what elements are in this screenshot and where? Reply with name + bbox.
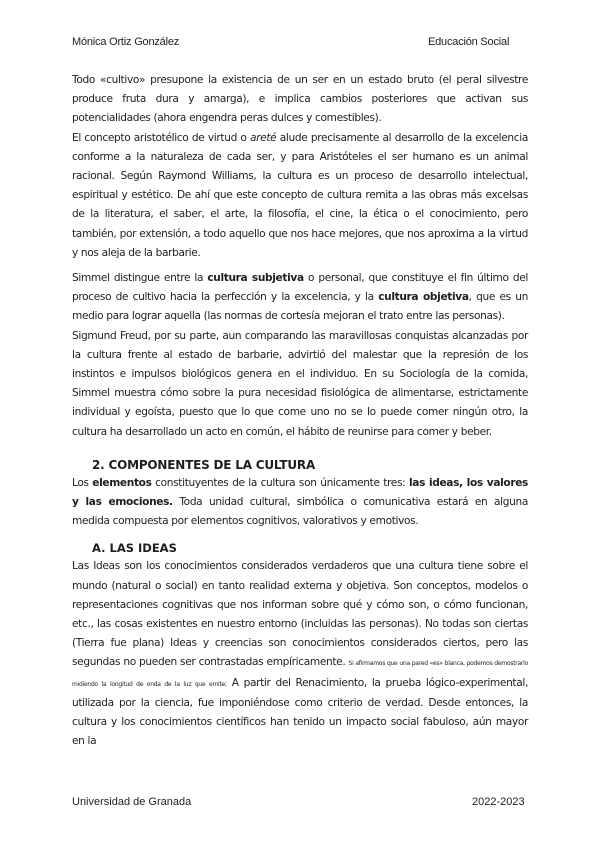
paragraph-arete: El concepto aristotélico de virtud o areté alude precisamente al desarrollo de la excelencia conforme a la naturaleza de cada ser, y para Aristóteles el ser humano es un animal racional. Según Raymond Williams, la cultura es un proceso de desarrollo intelectual, espiritual y estético. De ahí que este concepto de cultura remita a las obras más excelsas de la literatura, el saber, el arte, la filosofía, el cine, la ética o el conocimiento, pero también, por extensión, a todo aquello que nos hace mejores, que nos aproxima a la virtud y nos aleja de la barbarie. xyxy=(72,131,528,259)
header-subject: Educación Social xyxy=(428,36,510,48)
term-ideas-valores-emociones: las ideas, los valores y las emociones. xyxy=(72,476,528,509)
paragraph-elementos: Los elementos constituyentes de la cultura son únicamente tres: las ideas, los valores y las emociones. Toda unidad cultural, simbólica o comunicativa estará en alguna medida compuesta por elementos cognitivos, valorativos y emotivos. xyxy=(72,476,528,528)
paragraph-simmel: Simmel distingue entre la cultura subjetiva o personal, que constituye el fin último del proceso de cultivo hacia la perfección y la excelencia, y la cultura objetiva, que es un medio para lograr aquella (las normas de cortesía mejoran el trato entre las personas). xyxy=(72,272,528,323)
small-note: Si afirmamos que una pared «es» blanca, podemos demostrarlo midiendo la longitud de onda de la luz que emite; xyxy=(72,660,528,688)
paragraph-freud: Sigmund Freud, por su parte, aun comparando las maravillosas conquistas alcanzadas por la cultura frente al estado de barbarie, advirtió del malestar que la represión de los instintos e impulsos biológicos genera en el individuo. En su Sociología de la comida, Simmel muestra cómo sobre la pura necesidad fisiológica de alimentarse, estrictamente individual y egoísta, puesto que lo que come uno no se lo puede comer ningún otro, la cultura ha desarrollado un acto en común, el hábito de reunirse para comer y beber. xyxy=(72,329,528,438)
term-arete: areté xyxy=(250,131,277,144)
footer-year: 2022-2023 xyxy=(472,796,525,808)
subsection-heading-ideas: A. LAS IDEAS xyxy=(92,541,177,556)
footer-institution: Universidad de Granada xyxy=(72,796,192,808)
header-author: Mónica Ortiz González xyxy=(72,36,180,48)
document-body xyxy=(72,71,528,752)
section-heading-componentes: 2. COMPONENTES DE LA CULTURA xyxy=(92,457,316,472)
paragraph-ideas: Las Ideas son los conocimientos considerados verdaderos que una cultura tiene sobre el mundo (natural o social) en tanto realidad externa y objetiva. Son conceptos, modelos o representaciones cognitivas que nos informan sobre qué y cómo son, o cómo funcionan, etc., las cosas existentes en nuestro entorno (incluidas las personas). No todas son ciertas (Tierra fue plana) Ideas y creencias son conocimientos considerados ciertos, pero las segundas no pueden ser contrastadas empíricamente. Si afirmamos que una pared «es» blanca, podemos demostrarlo midiendo la longitud de onda de la luz que emite; A partir del Renacimiento, la prueba lógico-experimental, utilizada por la ciencia, fue imponiéndose como criterio de verdad. Desde entonces, la cultura y los conocimientos científicos han tenido un impacto social fabuloso, aún mayor en la xyxy=(72,560,528,748)
term-cultura-objetiva: cultura objetiva xyxy=(378,291,469,304)
term-elementos: elementos xyxy=(92,476,152,489)
term-cultura-subjetiva: cultura subjetiva xyxy=(207,272,304,285)
paragraph-cultivo: Todo «cultivo» presupone la existencia de un ser en un estado bruto (el peral silvestre produce fruta dura y amarga), e implica cambios posteriores que activan sus potencialidades (ahora engendra peras dulces y comestibles). xyxy=(72,74,528,125)
